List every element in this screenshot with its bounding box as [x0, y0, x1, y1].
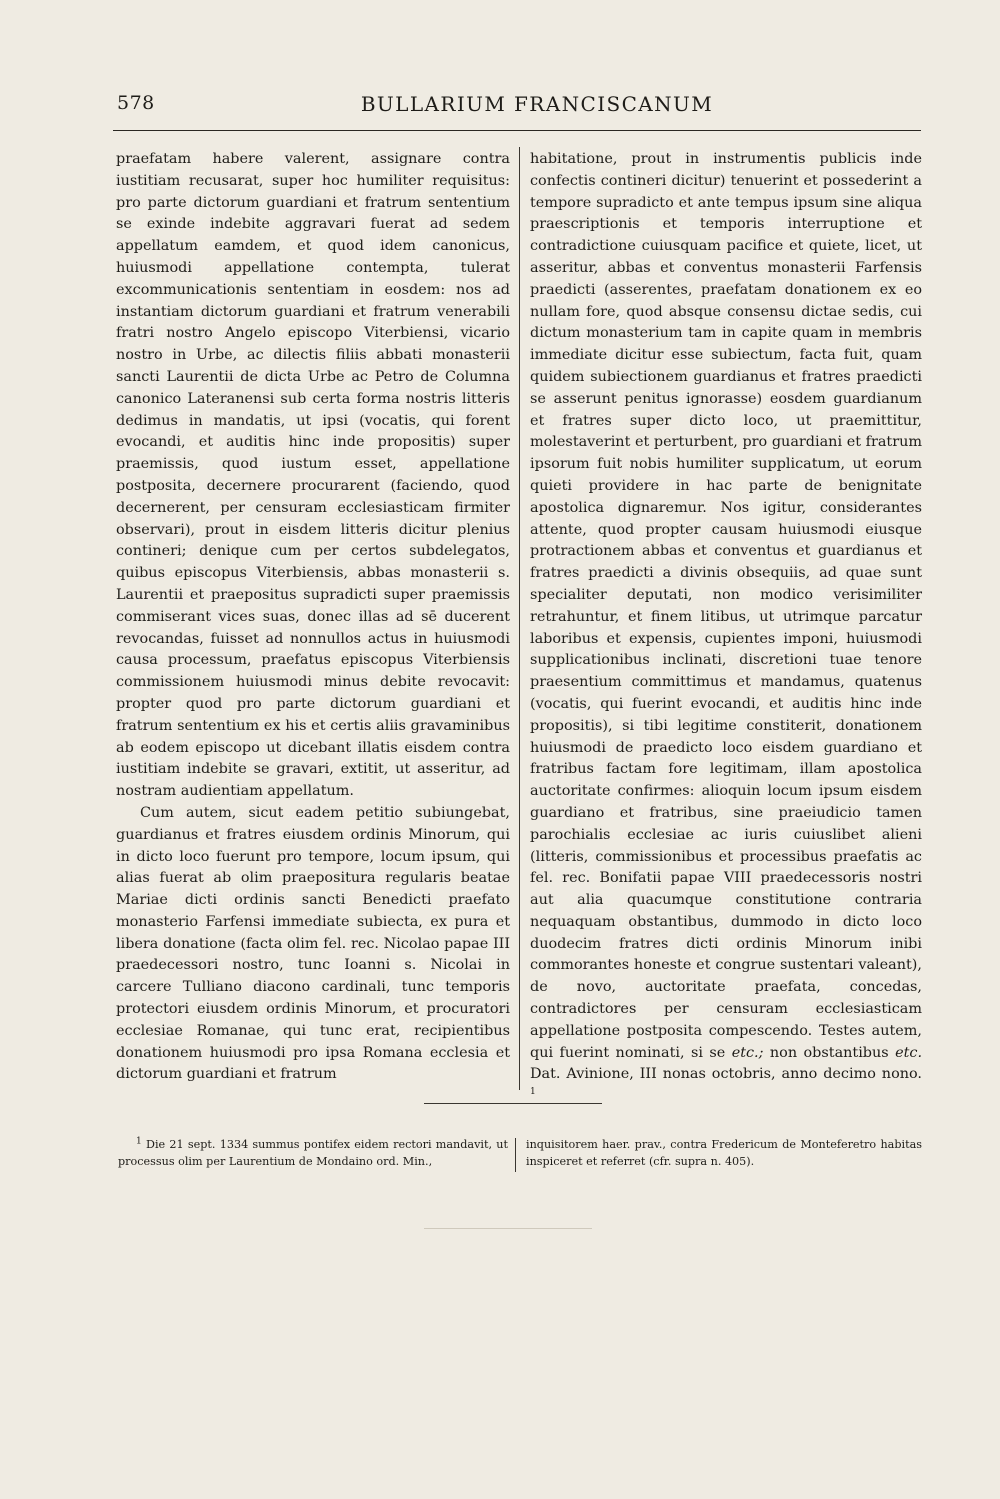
footnote-left-body: Die 21 sept. 1334 summus pontifex eidem rectori mandavit, ut processus olim per Laurentium de Mondaino ord. Min.,: [118, 1138, 508, 1168]
footnote-separator: [424, 1103, 602, 1104]
left-column: [116, 149, 510, 1086]
right-text-mid: non obstantibus: [769, 1044, 889, 1061]
footnote-reference: 1: [530, 1087, 536, 1098]
right-text-tail: Dat. Avinione, III nonas octobris, anno decimo nono.: [530, 1066, 922, 1083]
etc-abbrev-1: etc.;: [731, 1044, 764, 1061]
page-number: 578: [117, 92, 155, 114]
right-paragraph-1: [530, 149, 922, 1108]
footnote-left: [118, 1136, 508, 1170]
running-title: BULLARIUM FRANCISCANUM: [360, 92, 714, 116]
page-header: [113, 88, 921, 128]
column-divider: [519, 147, 520, 1090]
right-text-main: habitatione, prout in instrumentis publicis inde confectis contineri dicitur) tenuerint et possederint a tempore supradicto et ante tempus ipsum sine aliqua praescriptionis et temporis interruptione et contradictione cuiusquam pacifice et quiete, licet, ut asseritur, abbas et conventus monasterii Farfensis praedicti (asserentes, praefatam donationem ex eo nullam fore, quod absque consensu dictae sedis, cui dictum monasterium tam in capite quam in membris immediate dicitur esse subiectum, facta fuit, quam quidem subiectionem guardianus et fratres praedicti se asserunt penitus ignorasse) eosdem guardianum et fratres super dicto loco, ut praemittitur, molestaverint et perturbent, pro guardiani et fratrum ipsorum fuit nobis humiliter supplicatum, ut eorum quieti providere in hac parte de benignitate apostolica dignaremur. Nos igitur, considerantes attente, quod propter causam huiusmodi eiusque protractionem abbas et conventus et guardianus et fratres praedicti a divinis obsequiis, ad quae sunt specialiter deputati, non modico verisimiliter retrahuntur, et finem litibus, ut utrimque parcatur laboribus et expensis, cupientes imponi, huiusmodi supplicationibus inclinati, discretioni tuae tenore praesentium committimus et mandamus, quatenus (vocatis, qui fuerint evocandi, et auditis hinc inde propositis), si tibi legitime constiterit, donationem huiusmodi de praedicto loco eisdem guardiano et fratribus factam fore legitimam, illam apostolica auctoritate confirmes: alioquin locum ipsum eisdem guardiano et fratribus, sine praeiudicio tamen parochialis ecclesiae ac iuris cuiuslibet alieni (litteris, commissionibus et processibus praefatis ac fel. rec. Bonifatii papae VIII praedecessoris nostri aut alia quacumque constitutione contraria nequaquam obstantibus, dummodo in dicto loco duodecim fratres dicti ordinis Minorum inibi commorantes honeste et congrue sustentari valeant), de novo, auctoritate praefata, concedas, contradictores per censuram ecclesiasticam appellatione postposita compescendo. Testes autem, qui fuerint nominati, si se: [530, 151, 922, 1061]
footnote-divider: [515, 1138, 516, 1172]
footnote-marker: 1: [136, 1136, 142, 1147]
etc-abbrev-2: etc.: [895, 1044, 923, 1061]
left-paragraph-2: Cum autem, sicut eadem petitio subiungebat, guardianus et fratres eiusdem ordinis Minorum, qui in dicto loco fuerunt pro tempore, locum ipsum, qui alias fuerat ab olim praepositura regularis beatae Mariae dicti ordinis sancti Benedicti praefato monasterio Farfensi immediate subiecta, ex pura et libera donatione (facta olim fel. rec. Nicolao papae III praedecessori nostro, tunc Ioanni s. Nicolai in carcere Tulliano diacono cardinali, tunc temporis protectori eiusdem ordinis Minorum, et procuratori ecclesiae Romanae, qui tunc erat, recipientibus donationem huiusmodi pro ipsa Romana ecclesia et dictorum guardiani et fratrum: [116, 804, 510, 1083]
footnote-left-text: [118, 1136, 508, 1170]
right-column: [530, 149, 922, 1108]
header-rule: [113, 130, 921, 131]
footnote-right-text: inquisitorem haer. prav., contra Fredericum de Monteferetro habitas inspiceret et referret (cfr. supra n. 405).: [526, 1138, 922, 1168]
footnote-right: [526, 1136, 922, 1170]
left-paragraph-1: praefatam habere valerent, assignare contra iustitiam recusarat, super hoc humiliter requisitus: pro parte dictorum guardiani et fratrum sententium se exinde indebite aggravari fuerat ad sedem appellatum eamdem, et quod idem canonicus, huiusmodi appellatione contempta, tulerat excommunicationis sententiam in eosdem: nos ad instantiam dictorum guardiani et fratrum venerabili fratri nostro Angelo episcopo Viterbiensi, vicario nostro in Urbe, ac dilectis filiis abbati monasterii sancti Laurentii de dicta Urbe ac Petro de Columna canonico Lateranensi sub certa forma nostris litteris dedimus in mandatis, ut ipsi (vocatis, qui forent evocandi, et auditis hinc inde propositis) super praemissis, quod iustum esset, appellatione postposita, decernere procurarent (faciendo, quod decernerent, per censuram ecclesiasticam firmiter observari), prout in eisdem litteris dicitur plenius contineri; denique cum per certos subdelegatos, quibus episcopus Viterbiensis, abbas monasterii s. Laurentii et praepositus supradicti super praemissis commiserant vices suas, donec illas ad sē ducerent revocandas, fuisset ad nonnullos actus in huiusmodi causa processum, praefatus episcopus Viterbiensis commissionem huiusmodi minus debite revocavit: propter quod pro parte dictorum guardiani et fratrum sententium ex his et certis aliis gravaminibus ab eodem episcopo ut dicebant illatis eisdem contra iustitiam indebite se gravari, extitit, ut asseritur, ad nostram audientiam appellatum.: [116, 151, 510, 800]
bleed-through-rule: [424, 1228, 592, 1229]
